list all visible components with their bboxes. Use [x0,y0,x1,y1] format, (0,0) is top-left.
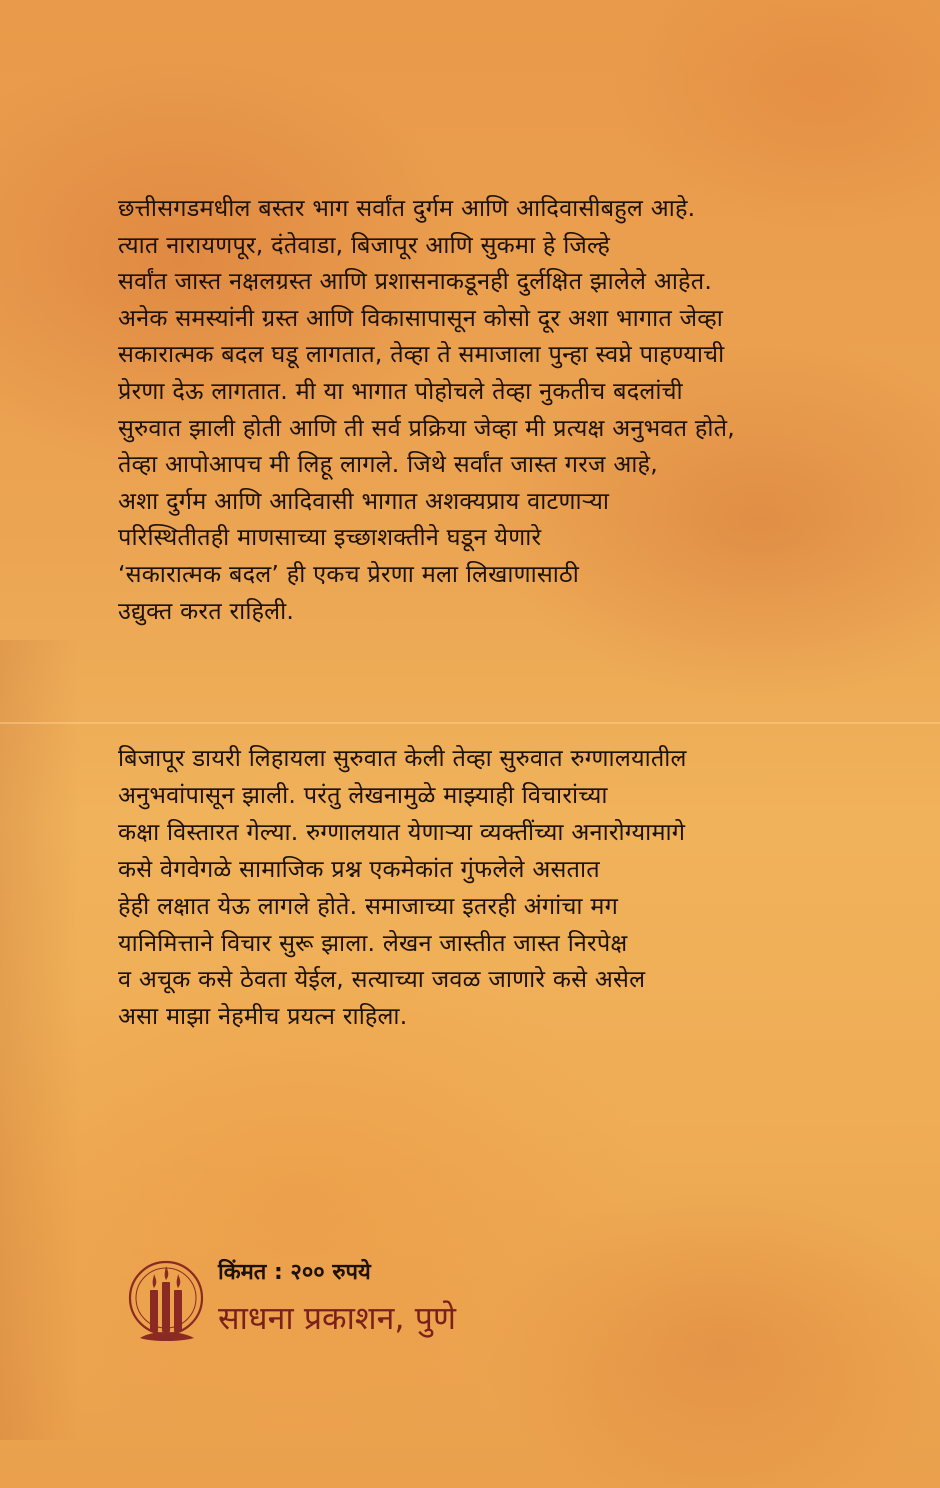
text-line: परिस्थितीतही माणसाच्या इच्छाशक्तीने घडून येणारे [118,523,542,552]
text-line: व अचूक कसे ठेवता येईल, सत्याच्या जवळ जाणारे कसे असेल [118,965,646,994]
text-line: यानिमित्ताने विचार सुरू झाला. लेखन जास्तीत जास्त निरपेक्ष [118,928,628,957]
text-line: सुरुवात झाली होती आणि ती सर्व प्रक्रिया जेव्हा मी प्रत्यक्ष अनुभवत होते, [118,413,735,442]
text-line: कसे वेगवेगळे सामाजिक प्रश्न एकमेकांत गुंफलेले असतात [118,854,600,883]
text-line: कक्षा विस्तारत गेल्या. रुग्णालयात येणाऱ्या व्यक्तींच्या अनारोग्यामागे [118,817,686,846]
text-line: सर्वांत जास्त नक्षलग्रस्त आणि प्रशासनाकडूनही दुर्लक्षित झालेले आहेत. [118,267,712,296]
text-line: अशा दुर्गम आणि आदिवासी भागात अशक्यप्राय वाटणाऱ्या [118,486,610,515]
publisher-footer [122,1252,542,1362]
cover-fold-shadow [0,640,80,1440]
text-line: बिजापूर डायरी लिहायला सुरुवात केली तेव्हा सुरुवात रुग्णालयातील [118,744,687,772]
text-line: तेव्हा आपोआपच मी लिहू लागले. जिथे सर्वांत जास्त गरज आहे, [118,450,658,479]
publisher-name: साधना प्रकाशन, पुणे [218,1299,457,1337]
text-line: त्यात नारायणपूर, दंतेवाडा, बिजापूर आणि सुकमा हे जिल्हे [118,230,611,259]
cover-crease [0,722,940,724]
text-line: सकारात्मक बदल घडू लागतात, तेव्हा ते समाजाला पुन्हा स्वप्ने पाहण्याची [118,340,725,369]
text-line: अनेक समस्यांनी ग्रस्त आणि विकासापासून कोसो दूर अशा भागात जेव्हा [118,303,724,332]
text-line: असा माझा नेहमीच प्रयत्न राहिला. [118,1002,408,1031]
blurb-paragraph-1 [118,190,735,629]
text-line: हेही लक्षात येऊ लागले होते. समाजाच्या इतरही अंगांचा मग [118,891,619,920]
text-line: ‘सकारात्मक बदल’ ही एकच प्रेरणा मला लिखाणासाठी [118,559,579,588]
price-label: किंमत : २०० रुपये [218,1260,371,1285]
text-line: छत्तीसगडमधील बस्तर भाग सर्वांत दुर्गम आणि आदिवासीबहुल आहे. [118,194,696,222]
candles-logo-icon [122,1252,212,1352]
text-line: उद्युक्त करत राहिली. [118,596,295,625]
blurb-paragraph-2 [118,740,687,1035]
text-line: अनुभवांपासून झाली. परंतु लेखनामुळे माझ्याही विचारांच्या [118,780,608,809]
text-line: प्रेरणा देऊ लागतात. मी या भागात पोहोचले तेव्हा नुकतीच बदलांची [118,376,683,405]
